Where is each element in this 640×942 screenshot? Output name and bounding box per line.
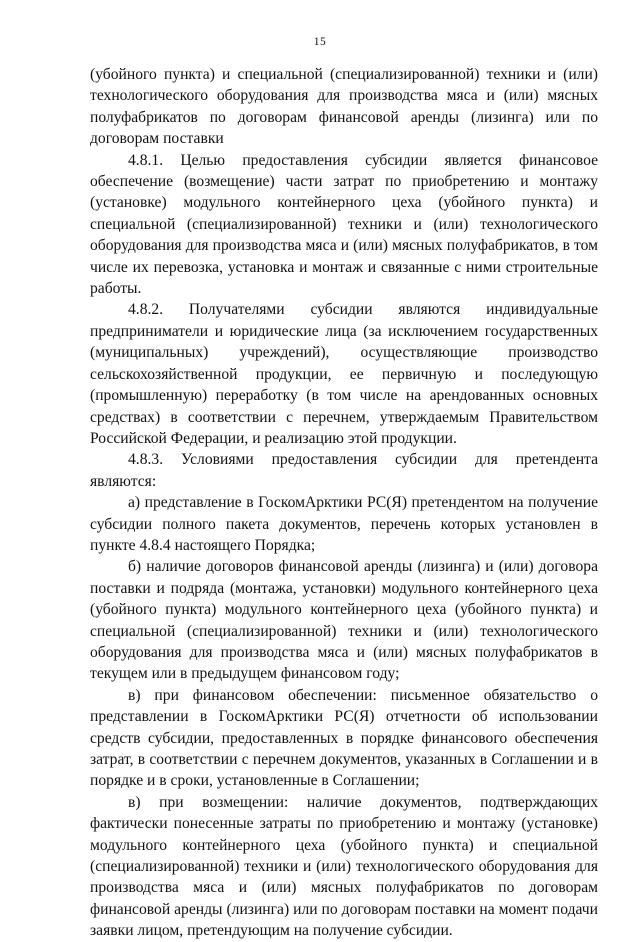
paragraph-continuation: (убойного пункта) и специальной (специализированной) техники и (или) технологического оборудования для производства мяса и (или) мясных полуфабрикатов по договорам финансовой аренды (лизинга) или по договорам поставки	[90, 66, 598, 148]
paragraph-4-8-2: 4.8.2. Получателями субсидии являются индивидуальные предприниматели и юридические лица (за исключением государственных (муниципальных) учреждений), осуществляющие производство сельскохозяйственной продукции, ее первичную и последующую (промышленную) переработку (в том числе на арендованных основных средствах) в соответствии с перечнем, утверждаемым Правительством Российской Федерации, и реализацию этой продукции.	[90, 301, 598, 447]
page-number: 15	[313, 36, 327, 48]
paragraph-4-8-3: 4.8.3. Условиями предоставления субсидии для претендента являются:	[90, 451, 598, 490]
paragraph-4-8-1: 4.8.1. Целью предоставления субсидии является финансовое обеспечение (возмещение) части затрат по приобретению и монтажу (установке) модульного контейнерного цеха (убойного пункта) и специальной (специализированной) техники и (или) технологического оборудования для производства мяса и (или) мясных полуфабрикатов, в том числе их перевозка, установка и монтаж и связанные с ними строительные работы.	[90, 151, 598, 298]
paragraph-item-b: б) наличие договоров финансовой аренды (лизинга) и (или) договора поставки и подряда (монтажа, установки) модульного контейнерного цеха (убойного пункта) модульного контейнерного цеха (убойного пункта) и специальной (специализированной) техники и (или) технологического оборудования для производства мяса и (или) мясных полуфабрикатов в текущем или в предыдущем финансовом году;	[90, 558, 598, 683]
document-body	[90, 64, 598, 942]
paragraph-item-v-financing: в) при финансовом обеспечении: письменное обязательство о представлении в ГоскомАрктики РС(Я) отчетности об использовании средств субсидии, предоставленных в порядке финансового обеспечения затрат, в соответствии с перечнем документов, указанных в Соглашении и в порядке и в сроки, установленные в Соглашении;	[90, 686, 598, 790]
paragraph-item-v-reimbursement: в) при возмещении: наличие документов, подтверждающих фактически понесенные затраты по приобретению и монтажу (установке) модульного контейнерного цеха (убойного пункта) и специальной (специализированной) техники и (или) технологического оборудования для производства мяса и (или) мясных полуфабрикатов по договорам финансовой аренды (лизинга) или по договорам поставки на момент подачи заявки лицом, претендующим на получение субсидии.	[90, 793, 598, 940]
paragraph-item-a: а) представление в ГоскомАрктики РС(Я) претендентом на получение субсидии полного пакета документов, перечень которых установлен в пункте 4.8.4 настоящего Порядка;	[90, 494, 598, 554]
